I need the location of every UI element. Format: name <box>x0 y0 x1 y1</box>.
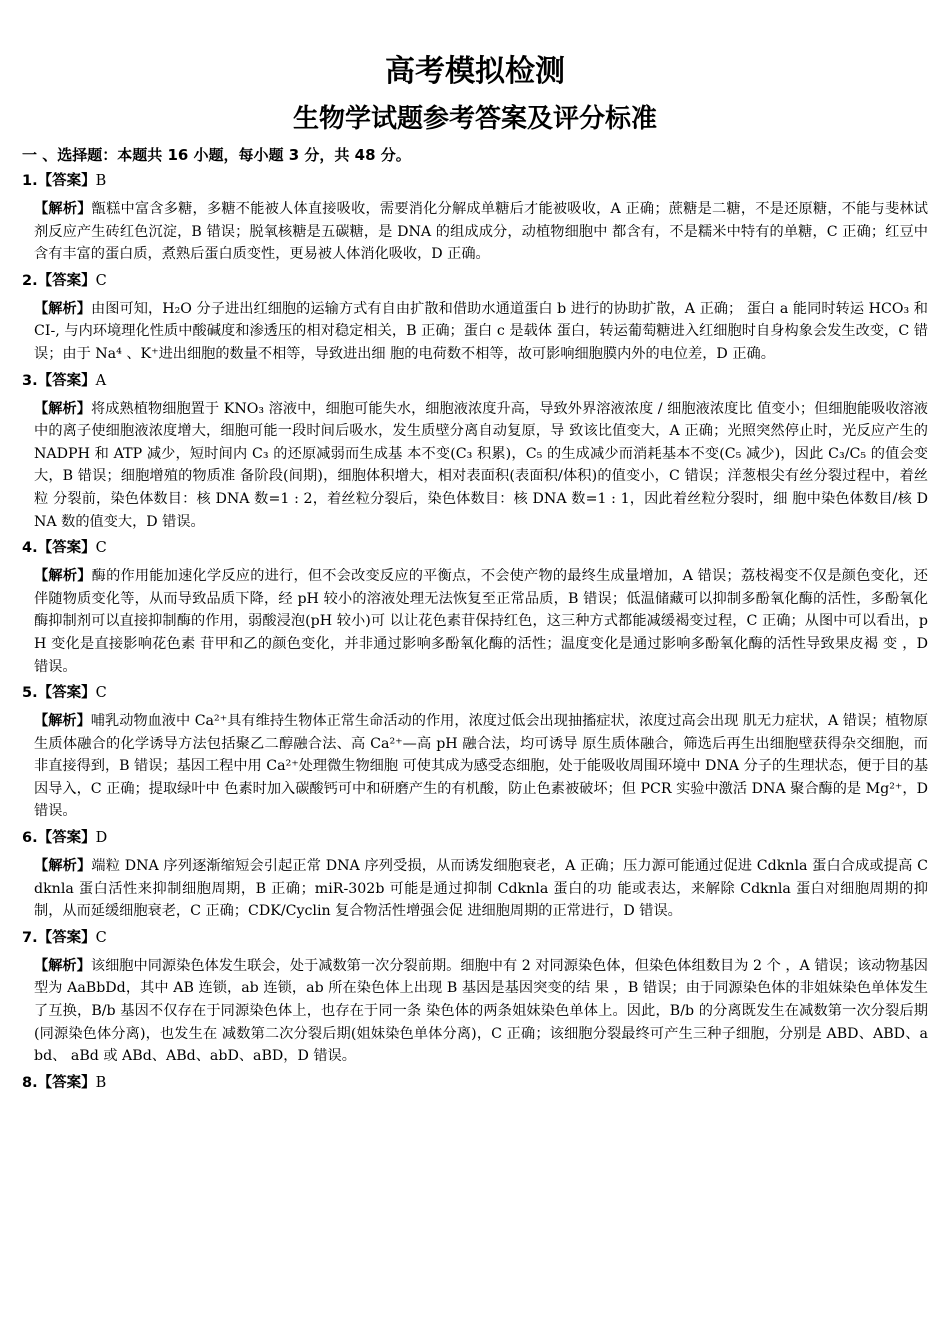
explanation-label: 【解析】 <box>34 713 91 730</box>
question-number: 2. <box>22 272 38 289</box>
explanation-label: 【解析】 <box>34 858 92 875</box>
question-answer-line <box>22 270 928 292</box>
explanation-paragraph <box>22 398 928 534</box>
answer-letter: D <box>95 830 108 847</box>
page-subtitle: 生物学试题参考答案及评分标准 <box>292 104 657 134</box>
explanation-paragraph <box>22 710 928 823</box>
answer-letter: C <box>95 929 107 946</box>
question-number: 4. <box>22 540 38 557</box>
question-answer-line <box>22 927 928 949</box>
answer-letter: C <box>95 685 107 702</box>
explanation-text: 将成熟植物细胞置于 KNO₃ 溶液中，细胞可能失水，细胞液浓度升高，导致外界溶液浓度 / 细胞液浓度比 值变小；但细胞能吸收溶液中的离子使细胞液浓度增大，细胞可能一段时间后吸水，发生质壁分离自动复原，导 致该比值变大，A 正确；光照突然停止时，光反应产生的 NADPH 和 ATP 减少，短时间内 C₃ 的还原减弱而生成基 本不变(C₃ 积累)，C₅ 的生成减少而消耗基本不变(C₅ 减少)，因此 C₃/C₅ 的值会变大，B 错误；细胞增殖的物质准 备阶段(间期)，细胞体积增大，相对表面积(表面积/体积)的值变小，C 错误；洋葱根尖有丝分裂过程中，着丝粒 分裂前，染色体数目：核 DNA 数=1 : 2，着丝粒分裂后，染色体数目：核 DNA 数=1 : 1，因此着丝粒分裂时，细 胞中染色体数目/核 DNA 数的值变大，D 错误。 <box>34 400 928 530</box>
explanation-text: 甑糕中富含多糖，多糖不能被人体直接吸收，需要消化分解成单糖后才能被吸收，A 正确；蔗糖是二糖，不是还原糖，不能与斐林试剂反应产生砖红色沉淀，B 错误；脱氧核糖是五碳糖，是 DNA 的组成成分，动植物细胞中 都含有，不是糯米中特有的单糖，C 正确；红豆中含有丰富的蛋白质，煮熟后蛋白质变性，更易被人体消化吸收，D 正确。 <box>34 201 928 263</box>
question-answer-line <box>22 1072 928 1094</box>
explanation-paragraph <box>22 855 928 923</box>
explanation-label: 【解析】 <box>34 300 91 317</box>
answer-letter: B <box>95 173 107 189</box>
answer-letter: C <box>95 540 107 557</box>
page-title: 高考模拟检测 <box>385 54 565 89</box>
explanation-text: 酶的作用能加速化学反应的进行，但不会改变反应的平衡点，不会使产物的最终生成量增加，A 错误；荔枝褐变不仅是颜色变化，还伴随物质变化等，从而导致品质下降，经 pH 较小的溶液处理无法恢复至正常品质，B 错误；低温储藏可以抑制多酚氧化酶的活性，多酚氧化酶抑制剂可以直接抑制酶的作用，弱酸浸泡(pH 较小)可 以让花色素苷保持红色，这三种方式都能减缓褐变过程，C 正确；从图中可以看出，pH 变化是直接影响花色素 苷甲和乙的颜色变化，并非通过影响多酚氧化酶的活性；温度变化是通过影响多酚氧化酶的活性导致果皮褐 变 ，D 错误。 <box>34 568 928 675</box>
explanation-text: 由图可知，H₂O 分子进出红细胞的运输方式有自由扩散和借助水通道蛋白 b 进行的协助扩散，A 正确； 蛋白 a 能同时转运 HCO₃ 和 CI-, 与内环境理化性质中酸碱度和渗透压的相对稳定相关，B 正确；蛋白 c 是载体 蛋白，转运葡萄糖进入红细胞时自身构象会发生改变，C 错误；由于 Na⁴ 、K⁺进出细胞的数量不相等，导致进出细 胞的电荷数不相等，故可影响细胞膜内外的电位差，D 正确。 <box>34 300 928 362</box>
question-item <box>22 370 928 534</box>
question-number: 6. <box>22 830 38 847</box>
answer-prefix: 【答案】 <box>37 540 96 557</box>
explanation-paragraph <box>22 198 928 266</box>
answer-prefix: 【答案】 <box>37 685 96 702</box>
answer-letter: A <box>95 372 107 389</box>
question-item <box>22 537 928 678</box>
question-answer-line <box>22 170 928 192</box>
question-answer-line <box>22 537 928 559</box>
answer-prefix: 【答案】 <box>37 929 96 946</box>
explanation-text: 端粒 DNA 序列逐渐缩短会引起正常 DNA 序列受损，从而诱发细胞衰老，A 正确；压力源可能通过促进 Cdknla 蛋白合成或提高 Cdknla 蛋白活性来抑制细胞周期，B 正确；miR-302b 可能是通过抑制 Cdknla 蛋白的功 能或表达，来解除 Cdknla 蛋白对细胞周期的抑制，从而延缓细胞衰老，C 正确；CDK/Cyclin 复合物活性增强会促 进细胞周期的正常进行，D 错误。 <box>34 858 928 920</box>
explanation-text: 该细胞中同源染色体发生联会，处于减数第一次分裂前期。细胞中有 2 对同源染色体，但染色体组数目为 2 个 ，A 错误；该动物基因型为 AaBbDd，其中 AB 连锁，ab 连锁，ab 所在染色体上出现 B 基因是基因突变的结 果 ，B 错误；由于同源染色体的非姐妹染色单体发生了互换，B/b 基因不仅存在于同源染色体上，也存在于同一条 染色体的两条姐妹染色单体上。因此，B/b 的分离既发生在减数第一次分裂后期(同源染色体分离)，也发生在 减数第二次分裂后期(姐妹染色单体分离)，C 正确；该细胞分裂最终可产生三种子细胞，分别是 ABD、ABD、abd、 aBd 或 ABd、ABd、abD、aBD，D 错误。 <box>34 957 928 1065</box>
explanation-paragraph <box>22 298 928 366</box>
question-answer-line <box>22 370 928 392</box>
explanation-text: 哺乳动物血液中 Ca²⁺具有维持生物体正常生命活动的作用，浓度过低会出现抽搐症状，浓度过高会出现 肌无力症状，A 错误；植物原生质体融合的化学诱导方法包括聚乙二醇融合法、高 Ca²⁺—高 pH 融合法，均可诱导 原生质体融合，筛选后再生出细胞壁获得杂交细胞，而非直接得到，B 错误；基因工程中用 Ca²⁺处理微生物细胞 可使其成为感受态细胞，处于能吸收周围环境中 DNA 分子的生理状态，便于目的基因导入，C 正确；提取绿叶中 色素时加入碳酸钙可中和研磨产生的有机酸，防止色素被破坏；但 PCR 实验中激活 DNA 聚合酶的是 Mg²⁺，D 错误。 <box>34 713 929 820</box>
question-item <box>22 170 928 266</box>
answer-letter: B <box>95 1074 107 1091</box>
answer-prefix: 【答案】 <box>37 173 96 189</box>
explanation-label: 【解析】 <box>34 568 92 585</box>
question-number: 1. <box>22 173 38 189</box>
section-heading: 一 、选择题：本题共 16 小题，每小题 3 分，共 48 分。 <box>22 146 411 164</box>
question-list <box>22 170 928 1094</box>
answer-prefix: 【答案】 <box>37 1074 96 1091</box>
question-item <box>22 927 928 1068</box>
question-number: 3. <box>22 372 38 389</box>
question-item <box>22 682 928 823</box>
question-number: 5. <box>22 685 38 702</box>
question-item <box>22 1072 928 1094</box>
explanation-paragraph <box>22 955 928 1068</box>
question-answer-line <box>22 827 928 849</box>
explanation-label: 【解析】 <box>34 957 91 974</box>
answer-letter: C <box>95 272 107 289</box>
answer-prefix: 【答案】 <box>37 830 96 847</box>
question-number: 7. <box>22 929 38 946</box>
explanation-paragraph <box>22 565 928 678</box>
explanation-label: 【解析】 <box>34 400 91 417</box>
question-answer-line <box>22 682 928 704</box>
question-item <box>22 270 928 366</box>
answer-prefix: 【答案】 <box>37 272 96 289</box>
explanation-label: 【解析】 <box>34 201 92 217</box>
answer-prefix: 【答案】 <box>37 372 96 389</box>
question-number: 8. <box>22 1074 38 1091</box>
question-item <box>22 827 928 923</box>
